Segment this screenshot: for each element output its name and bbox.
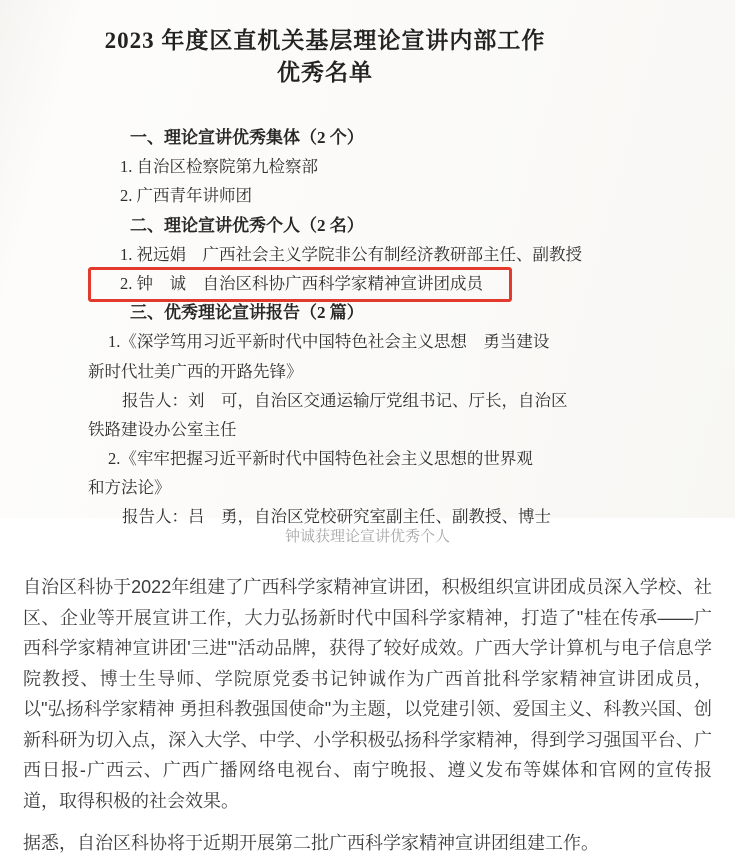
doc-section-heading: 一、理论宣讲优秀集体（2 个） <box>130 128 364 147</box>
notice-title-line1: 2023 年度区直机关基层理论宣讲内部工作 <box>104 28 546 53</box>
doc-section-heading: 三、优秀理论宣讲报告（2 篇） <box>130 303 364 323</box>
notice-body <box>88 123 705 532</box>
doc-line: 1.《深学笃用习近平新时代中国特色社会主义思想 勇当建设 <box>108 332 550 352</box>
doc-line: 1. 自治区检察院第九检察部 <box>120 157 318 177</box>
image-caption: 钟诚获理论宣讲优秀个人 <box>284 528 450 545</box>
article-paragraph: 自治区科协于2022年组建了广西科学家精神宣讲团，积极组织宣讲团成员深入学校、社区、企业等开展宣讲工作，大力弘扬新时代中国科学家精神，打造了"桂在传承——广西科学家精神宣讲团'三进'"活动品牌，获得了较好成效。广西大学计算机与电子信息学院教授、博士生导师、学院原党委书记钟诚作为广西首批科学家精神宣讲团成员，以"弘扬科学家精神 勇担科教强国使命"为主题，以党建引领、爱国主义、科教兴国、创新科研为切入点，深入大学、中学、小学积极弘扬科学家精神，得到学习强国平台、广西日报-广西云、广西广播网络电视台、南宁晚报、遵义发布等媒体和官网的宣传报道，取得积极的社会效果。 <box>23 577 712 811</box>
doc-line: 报告人：刘 可，自治区交通运输厅党组书记、厅长，自治区 <box>122 390 568 410</box>
doc-line-highlighted <box>88 269 705 298</box>
doc-line: 和方法论》 <box>88 478 171 498</box>
highlighted-text: 2. 钟 诚 自治区科协广西科学家精神宣讲团成员 <box>120 273 483 293</box>
notice-title-line2: 优秀名单 <box>277 60 373 85</box>
doc-line: 报告人：吕 勇，自治区党校研究室副主任、副教授、博士 <box>122 507 551 527</box>
notice-title <box>0 25 650 89</box>
doc-line: 新时代壮美广西的开路先锋》 <box>88 361 303 381</box>
article-paragraph: 据悉，自治区科协将于近期开展第二批广西科学家精神宣讲团组建工作。 <box>23 833 599 853</box>
doc-section-heading: 二、理论宣讲优秀个人（2 名） <box>130 215 364 235</box>
doc-line: 铁路建设办公室主任 <box>88 419 237 439</box>
doc-line: 1. 祝远娟 广西社会主义学院非公有制经济教研部主任、副教授 <box>120 244 582 264</box>
doc-line: 2.《牢牢把握习近平新时代中国特色社会主义思想的世界观 <box>108 449 533 469</box>
doc-line: 2. 广西青年讲师团 <box>120 186 252 206</box>
highlight-box <box>88 267 512 302</box>
article-body <box>0 547 735 859</box>
